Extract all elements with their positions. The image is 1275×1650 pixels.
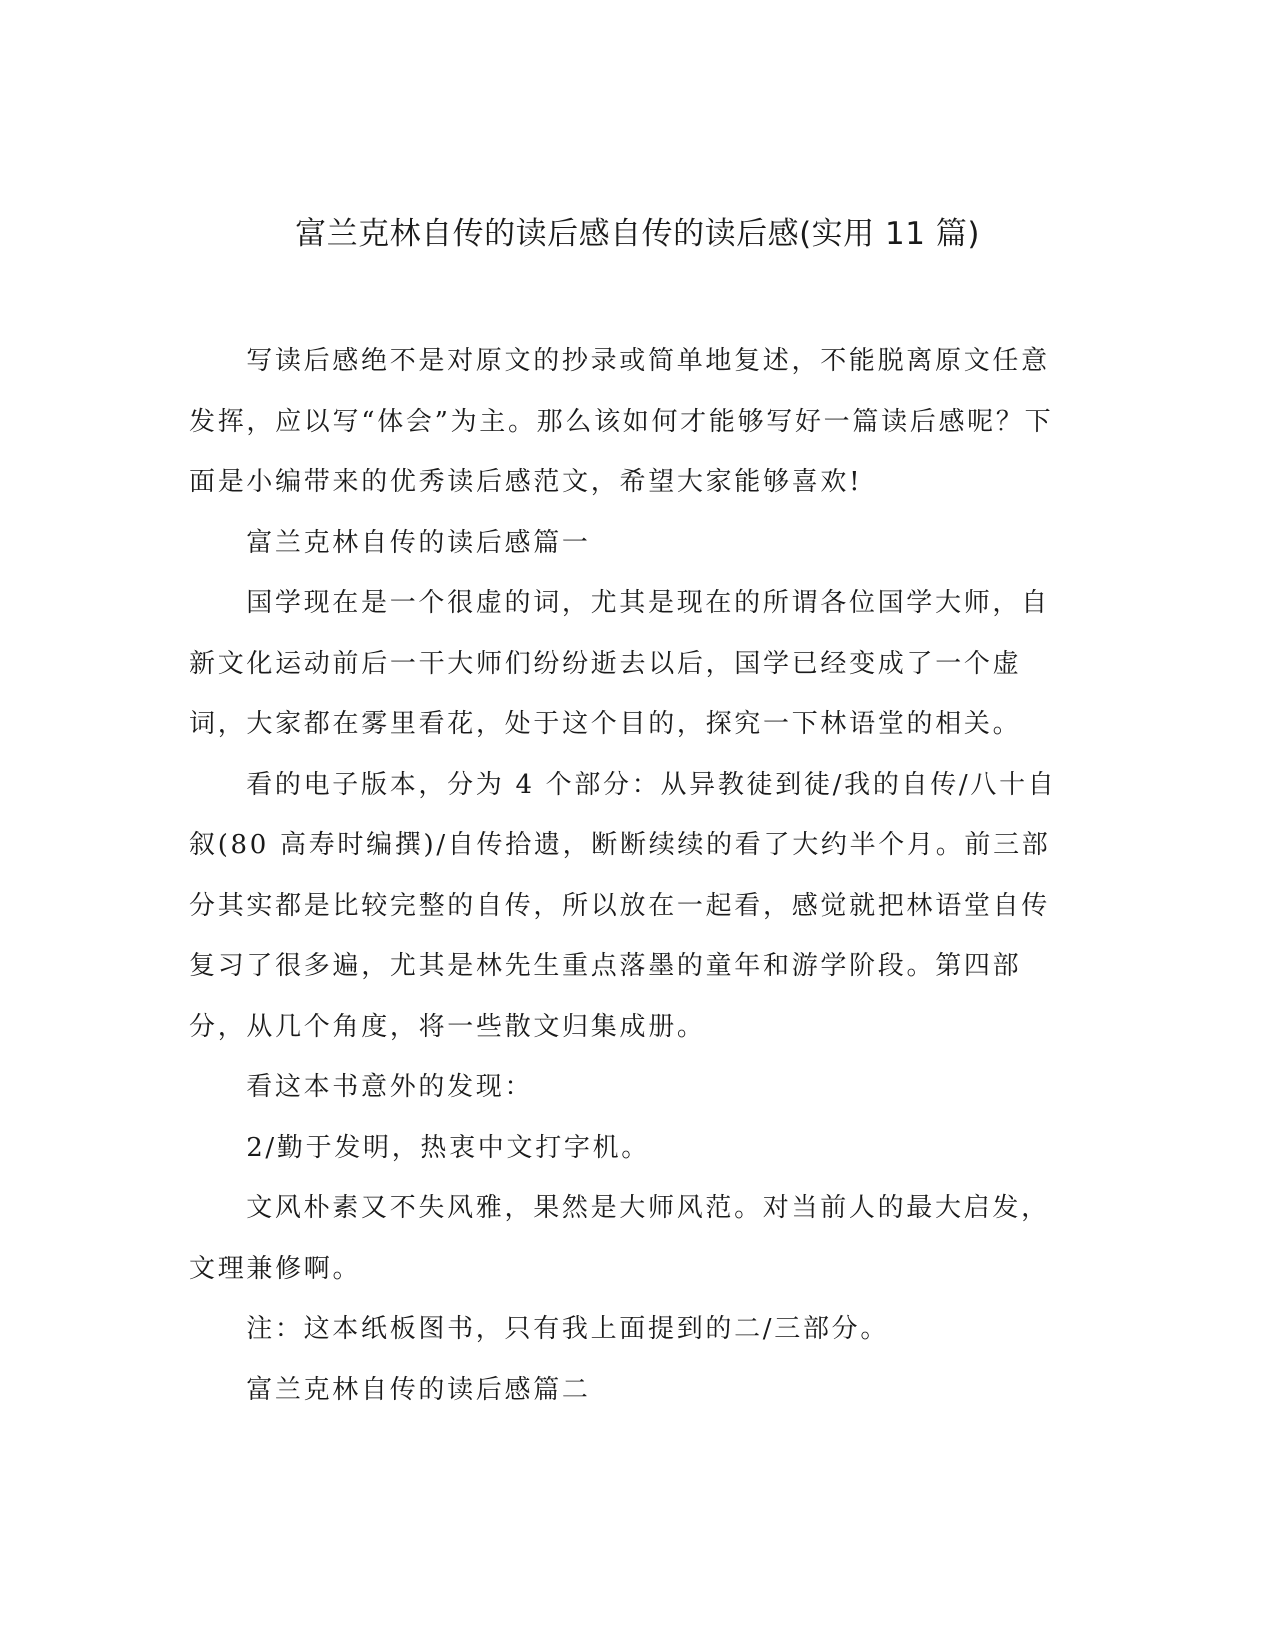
body-paragraph: 看这本书意外的发现： [246,1072,534,1102]
body-paragraph: 2/勤于发明，热衷中文打字机。 [246,1132,650,1163]
body-paragraph: 国学现在是一个很虚的词，尤其是现在的所谓各位国学大师，自新文化运动前后一干大师们纷纷逝去以后，国学已经变成了一个虚词，大家都在雾里看花，处于这个目的，探究一下林语堂的相关。 [189,588,1050,739]
body-paragraph: 看的电子版本，分为 4 个部分：从异教徒到徒/我的自传/八十自叙(80 高寿时编撰)/自传拾遗，断断续续的看了大约半个月。前三部分其实都是比较完整的自传，所以放在一起看，感觉就把林语堂自传复习了很多遍，尤其是林先生重点落墨的童年和游学阶段。第四部分，从几个角度，将一些散文归集成册。 [189,769,1057,1042]
document-title: 富兰克林自传的读后感自传的读后感(实用 11 篇) [295,216,980,252]
intro-paragraph: 写读后感绝不是对原文的抄录或简单地复述，不能脱离原文任意发挥，应以写“体会”为主。那么该如何才能够写好一篇读后感呢？下面是小编带来的优秀读后感范文，希望大家能够喜欢! [189,346,1054,497]
section-heading-2: 富兰克林自传的读后感篇二 [246,1374,591,1405]
document-body [189,331,1069,1420]
body-paragraph: 文风朴素又不失风雅，果然是大师风范。对当前人的最大启发，文理兼修啊。 [189,1193,1050,1284]
section-heading-1: 富兰克林自传的读后感篇一 [246,527,591,558]
body-paragraph: 注：这本纸板图书，只有我上面提到的二/三部分。 [246,1314,890,1344]
